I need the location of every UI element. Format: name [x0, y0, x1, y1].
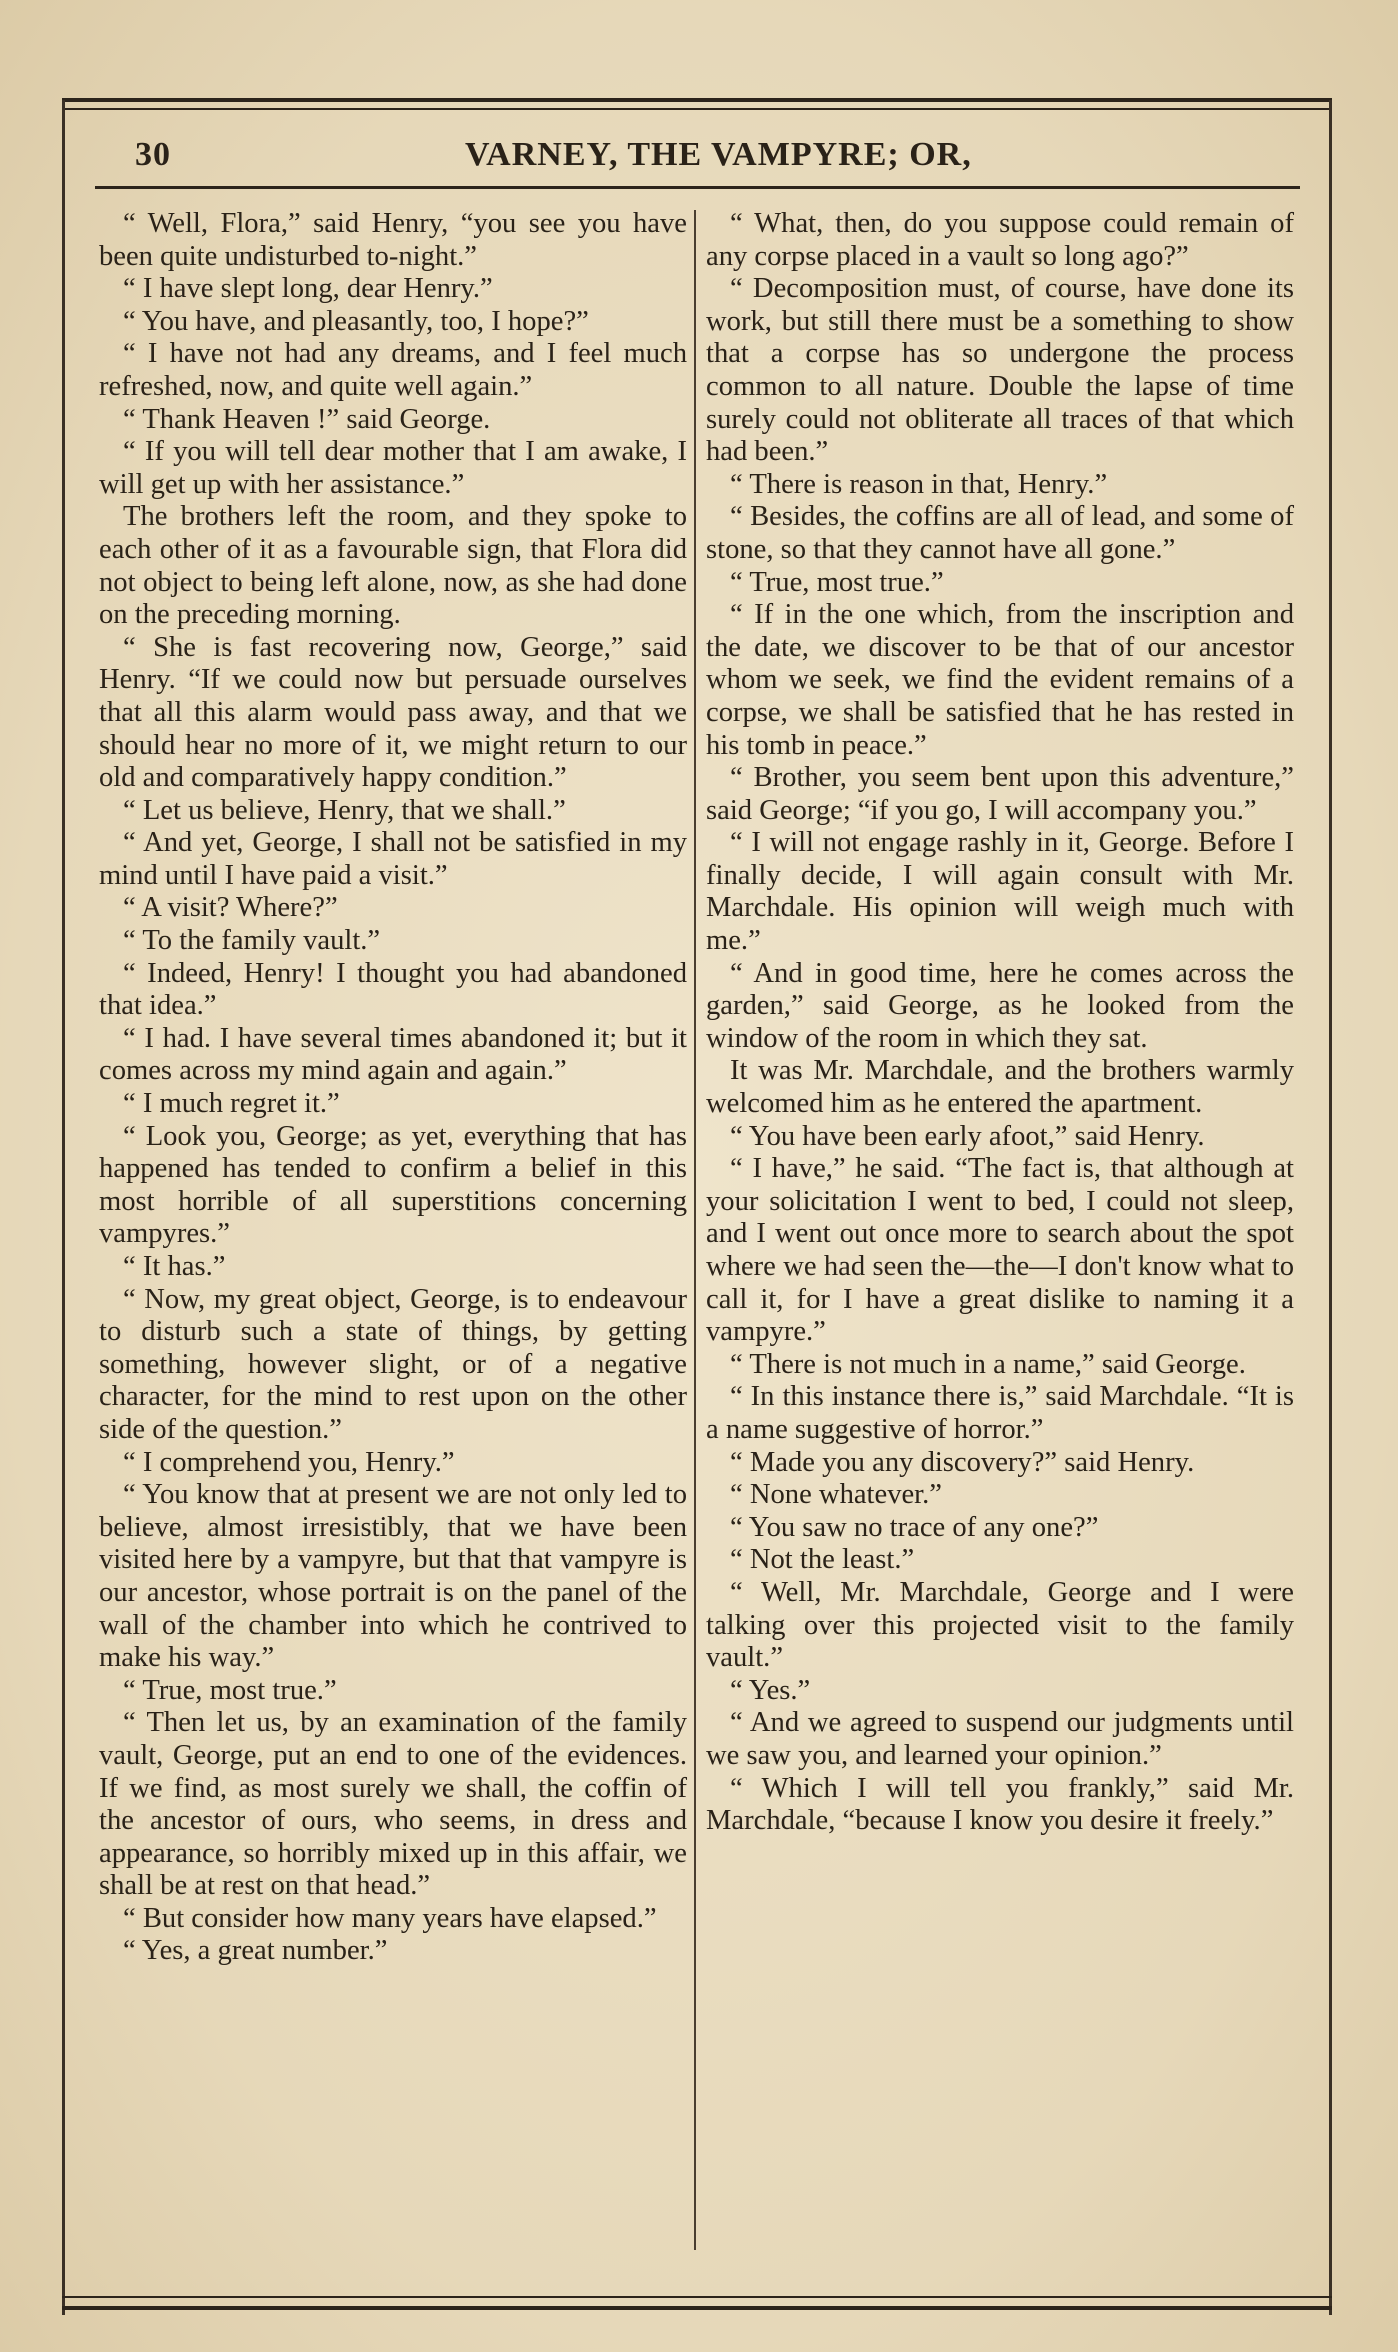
page-number: 30: [135, 136, 171, 173]
paragraph: “ Brother, you seem bent upon this adventure,” said George; “if you go, I will accompany you.”: [706, 762, 1294, 826]
right-column: [706, 208, 1294, 1838]
paragraph: “ I much regret it.”: [123, 1088, 340, 1120]
paragraph: “ Decomposition must, of course, have done its work, but still there must be a something to show that a corpse has so undergone the process common to all nature. Double the lapse of time surely could not obliterate all traces of that which had been.”: [706, 273, 1294, 468]
paragraph: “ True, most true.”: [730, 566, 944, 598]
paragraph: “ I have slept long, dear Henry.”: [123, 273, 493, 305]
paragraph: “ Not the least.”: [730, 1544, 915, 1576]
paragraph: “ And we agreed to suspend our judgments until we saw you, and learned your opinion.”: [706, 1707, 1294, 1771]
running-title: VARNEY, THE VAMPYRE; OR,: [465, 136, 972, 173]
paragraph: “ But consider how many years have elapsed.”: [123, 1902, 657, 1934]
paragraph: “ If in the one which, from the inscription and the date, we discover to be that of our ancestor whom we seek, we find the evident remains of a corpse, we shall be satisfied that he has rested in his tomb in peace.”: [706, 599, 1294, 761]
header-rule: [95, 186, 1300, 189]
paragraph: “ I will not engage rashly in it, George. Before I finally decide, I will again consult with Mr. Marchdale. His opinion will weigh much with me.”: [706, 827, 1294, 957]
paragraph: “ You know that at present we are not only led to believe, almost irresistibly, that we have been visited here by a vampyre, but that that vampyre is our ancestor, whose portrait is on the panel of the wall of the chamber into which he contrived to make his way.”: [99, 1479, 687, 1674]
paragraph: “ I comprehend you, Henry.”: [123, 1446, 455, 1478]
paragraph: “ Well, Mr. Marchdale, George and I were talking over this projected visit to the family vault.”: [706, 1576, 1294, 1674]
paragraph: “ To the family vault.”: [123, 925, 381, 957]
paragraph: “ Yes, a great number.”: [123, 1935, 388, 1967]
column-divider: [694, 210, 696, 2250]
left-column: [99, 208, 687, 1968]
page-header: [95, 128, 1300, 178]
paragraph: “ Besides, the coffins are all of lead, and some of stone, so that they cannot have all gone.”: [706, 501, 1294, 565]
paragraph: “ Then let us, by an examination of the family vault, George, put an end to one of the evidences. If we find, as most surely we shall, the coffin of the ancestor of ours, who seems, in dress and appearance, so horribly mixed up in this affair, we shall be at rest on that head.”: [99, 1707, 687, 1902]
paragraph: “ What, then, do you suppose could remain of any corpse placed in a vault so long ago?”: [706, 208, 1294, 272]
paragraph: “ You saw no trace of any one?”: [730, 1511, 1099, 1543]
paragraph: “ You have been early afoot,” said Henry.: [730, 1120, 1205, 1152]
paragraph: “ In this instance there is,” said Marchdale. “It is a name suggestive of horror.”: [706, 1381, 1294, 1445]
paragraph: “ I have,” he said. “The fact is, that although at your solicitation I went to bed, I could not sleep, and I went out once more to search about the spot where we had seen the—the—I don't know what to call it, for I have a great dislike to naming it a vampyre.”: [706, 1153, 1294, 1348]
paragraph: “ It has.”: [123, 1251, 226, 1282]
paragraph: “ I had. I have several times abandoned it; but it comes across my mind again and again.”: [99, 1022, 687, 1087]
paragraph: “ Well, Flora,” said Henry, “you see you have been quite undisturbed to-night.”: [99, 208, 687, 272]
paragraph: The brothers left the room, and they spoke to each other of it as a favourable sign, that Flora did not object to being left alone, now, as she had done on the preceding morning.: [99, 501, 687, 631]
paragraph: “ I have not had any dreams, and I feel much refreshed, now, and quite well again.”: [99, 338, 687, 402]
paragraph: “ Look you, George; as yet, everything that has happened has tended to confirm a belief in this most horrible of all superstitions concerning vampyres.”: [99, 1120, 687, 1250]
paragraph: “ None whatever.”: [730, 1479, 942, 1511]
paragraph: “ Yes.”: [730, 1674, 811, 1706]
paragraph: “ Indeed, Henry! I thought you had abandoned that idea.”: [99, 957, 687, 1022]
paragraph: “ You have, and pleasantly, too, I hope?”: [123, 305, 589, 337]
paragraph: “ There is not much in a name,” said George.: [730, 1348, 1246, 1380]
paragraph: “ And yet, George, I shall not be satisfied in my mind until I have paid a visit.”: [99, 827, 687, 891]
paragraph: “ Now, my great object, George, is to endeavour to disturb such a state of things, by getting something, however slight, or of a negative character, for the mind to rest upon on the other side of the question.”: [99, 1283, 687, 1445]
paragraph: “ If you will tell dear mother that I am awake, I will get up with her assistance.”: [99, 436, 687, 500]
paragraph: “ Which I will tell you frankly,” said Mr. Marchdale, “because I know you desire it freely.”: [706, 1772, 1294, 1837]
paragraph: “ A visit? Where?”: [123, 892, 338, 924]
paragraph: “ True, most true.”: [123, 1674, 337, 1706]
bottom-border-rule: [62, 2296, 1332, 2310]
paragraph: “ And in good time, here he comes across the garden,” said George, as he looked from the window of the room in which they sat.: [706, 957, 1294, 1054]
paragraph: “ Made you any discovery?” said Henry.: [730, 1446, 1195, 1478]
paragraph: It was Mr. Marchdale, and the brothers warmly welcomed him as he entered the apartment.: [706, 1055, 1294, 1120]
paragraph: “ She is fast recovering now, George,” said Henry. “If we could now but persuade ourselves that all this alarm would pass away, and that we should hear no more of it, we might return to our old and comparatively happy condition.”: [99, 631, 687, 794]
paragraph: “ Thank Heaven !” said George.: [123, 403, 491, 435]
paragraph: “ Let us believe, Henry, that we shall.”: [123, 794, 566, 826]
paragraph: “ There is reason in that, Henry.”: [730, 468, 1108, 500]
